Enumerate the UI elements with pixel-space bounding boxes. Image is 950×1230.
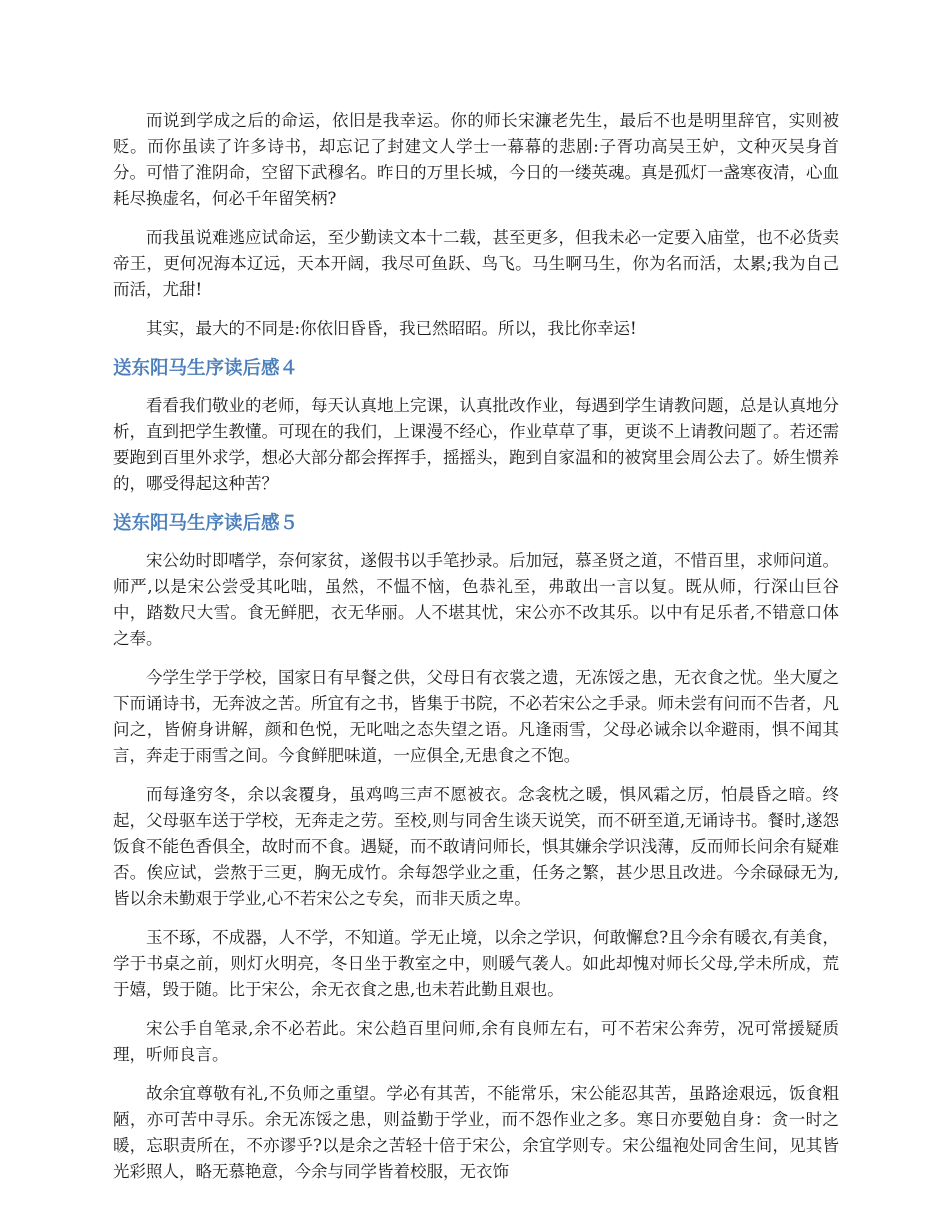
section-heading: 送东阳马生序读后感４: [113, 358, 299, 379]
paragraph: 而我虽说难逃应试命运，至少勤读文本十二载，甚至更多，但我未必一定要入庙堂，也不必货卖帝王，更何况海本辽远，天本开阔，我尽可鱼跃、鸟飞。马生啊马生，你为名而活，太累;我为自己而活，尤甜!: [113, 228, 839, 299]
paragraph: 看看我们敬业的老师，每天认真地上完课，认真批改作业，每遇到学生请教问题，总是认真地分析，直到把学生教懂。可现在的我们，上课漫不经心，作业草草了事，更谈不上请教问题了。若还需要跑到百里外求学，想必大部分都会挥挥手，摇摇头，跑到自家温和的被窝里会周公去了。娇生惯养的，哪受得起这种苦？: [113, 396, 839, 493]
paragraph: 其实，最大的不同是:你依旧昏昏，我已然昭昭。所以，我比你幸运!: [146, 319, 637, 338]
paragraph: 故余宜尊敬有礼,不负师之重望。学必有其苦，不能常乐，宋公能忍其苦，虽路途艰远，饭食粗陋，亦可苦中寻乐。余无冻馁之患，则益勤于学业，而不怨作业之多。寒日亦要勉自身：贪一时之暖，忘职责所在，不亦谬乎?以是余之苦轻十倍于宋公，余宜学则专。宋公缊袍处同舍生间，见其皆光彩照人，略无慕艳意，今余与同学皆着校服，无衣饰: [113, 1084, 839, 1181]
paragraph: 而说到学成之后的命运，依旧是我幸运。你的师长宋濂老先生，最后不也是明里辞官，实则被贬。而你虽读了许多诗书，却忘记了封建文人学士一幕幕的悲剧:子胥功高吴王妒，文种灭吴身首分。可惜了淮阴命，空留下武穆名。昨日的万里长城，今日的一缕英魂。真是孤灯一盏寒夜清，心血耗尽换虚名，何必千年留笑柄?: [113, 111, 839, 208]
paragraph: 宋公幼时即嗜学，奈何家贫，遂假书以手笔抄录。后加冠，慕圣贤之道，不惜百里，求师问道。师严,以是宋公尝受其叱咄，虽然，不愠不恼，色恭礼至，弗敢出一言以复。既从师，行深山巨谷中，踏数尺大雪。食无鲜肥，衣无华丽。人不堪其忧，宋公亦不改其乐。以中有足乐者,不错意口体之奉。: [113, 551, 839, 648]
document-body: [113, 108, 839, 1198]
paragraph: 今学生学于学校，国家日有早餐之供，父母日有衣裳之遗，无冻馁之患，无衣食之忧。坐大厦之下而诵诗书，无奔波之苦。所宜有之书，皆集于书院，不必若宋公之手录。师未尝有问而不告者，凡问之，皆俯身讲解，颜和色悦，无叱咄之态失望之语。凡逢雨雪，父母必诫余以伞避雨，惧不闻其言，奔走于雨雪之间。今食鲜肥味道，一应俱全,无患食之不饱。: [113, 668, 839, 765]
paragraph: 玉不琢，不成器，人不学，不知道。学无止境，以余之学识，何敢懈怠?且今余有暖衣,有美食，学于书桌之前，则灯火明亮，冬日坐于教室之中，则暖气袭人。如此却愧对师长父母,学未所成，荒于嬉，毁于随。比于宋公，余无衣食之患,也未若此勤且艰也。: [113, 928, 839, 999]
paragraph: 而每逢穷冬，余以衾覆身，虽鸡鸣三声不愿被衣。念衾枕之暖，惧风霜之厉，怕晨昏之暗。终起，父母驱车送于学校，无奔走之劳。至校,则与同舍生谈天说笑，而不研至道,无诵诗书。餐时,遂怨饭食不能色香俱全，故时而不食。遇疑，而不敢请问师长，惧其嫌余学识浅薄，反而师长问余有疑难否。俟应试，尝熬于三更，胸无成竹。余每怨学业之重，任务之繁，甚少思且改进。今余碌碌无为,皆以余未勤艰于学业,心不若宋公之专矣，而非天质之卑。: [113, 785, 839, 908]
section-heading: 送东阳马生序读后感５: [113, 513, 299, 534]
paragraph: 宋公手自笔录,余不必若此。宋公趋百里问师,余有良师左右，可不若宋公奔劳，况可常援疑质理，听师良言。: [113, 1019, 839, 1064]
